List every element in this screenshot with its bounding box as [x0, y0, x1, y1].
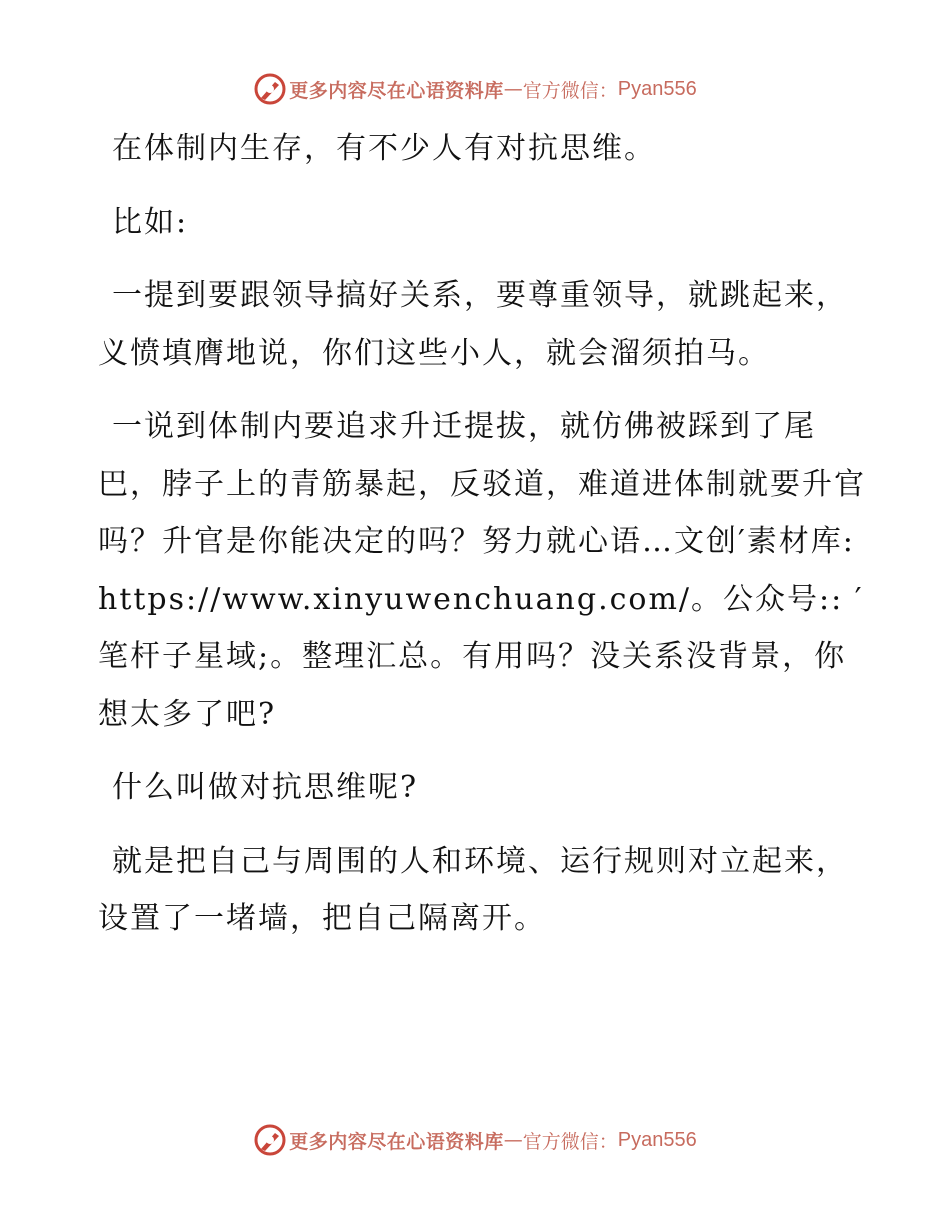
watermark-official-label: 官方微信：	[522, 79, 618, 102]
watermark-official-label: 官方微信：	[522, 1130, 618, 1153]
pen-logo-icon	[253, 1123, 287, 1157]
watermark-separator: —	[503, 78, 523, 100]
header-watermark	[0, 71, 950, 107]
paragraph: 什么叫做对抗思维呢?	[112, 770, 419, 805]
pen-logo-icon	[253, 72, 287, 106]
paragraph: 一说到体制内要追求升迁提拔，就仿佛被踩到了尾巴，脖子上的青筋暴起，反驳道，难道进体制就要升官吗？升官是你能决定的吗？努力就心语…文创′素材库: https://www.xinyuwenchuang.com/。公众号:: ′笔杆子星域;。整理汇总。有用吗？没关系没背景，你想太多了吧?	[98, 409, 866, 732]
paragraph: 在体制内生存，有不少人有对抗思维。	[112, 131, 656, 166]
article-body	[98, 120, 868, 964]
watermark-text: 更多内容尽在心语资料库	[289, 1130, 504, 1153]
paragraph: 一提到要跟领导搞好关系，要尊重领导，就跳起来，义愤填膺地说，你们这些小人，就会溜须拍马。	[98, 278, 848, 371]
paragraph: 就是把自己与周围的人和环境、运行规则对立起来，设置了一堵墙，把自己隔离开。	[98, 843, 848, 936]
watermark-separator: —	[503, 1129, 523, 1151]
watermark-wechat-id: Pyan556	[617, 77, 697, 100]
footer-watermark	[0, 1122, 950, 1158]
watermark-wechat-id: Pyan556	[617, 1128, 697, 1151]
watermark-text: 更多内容尽在心语资料库	[289, 79, 504, 102]
paragraph: 比如:	[112, 204, 189, 240]
